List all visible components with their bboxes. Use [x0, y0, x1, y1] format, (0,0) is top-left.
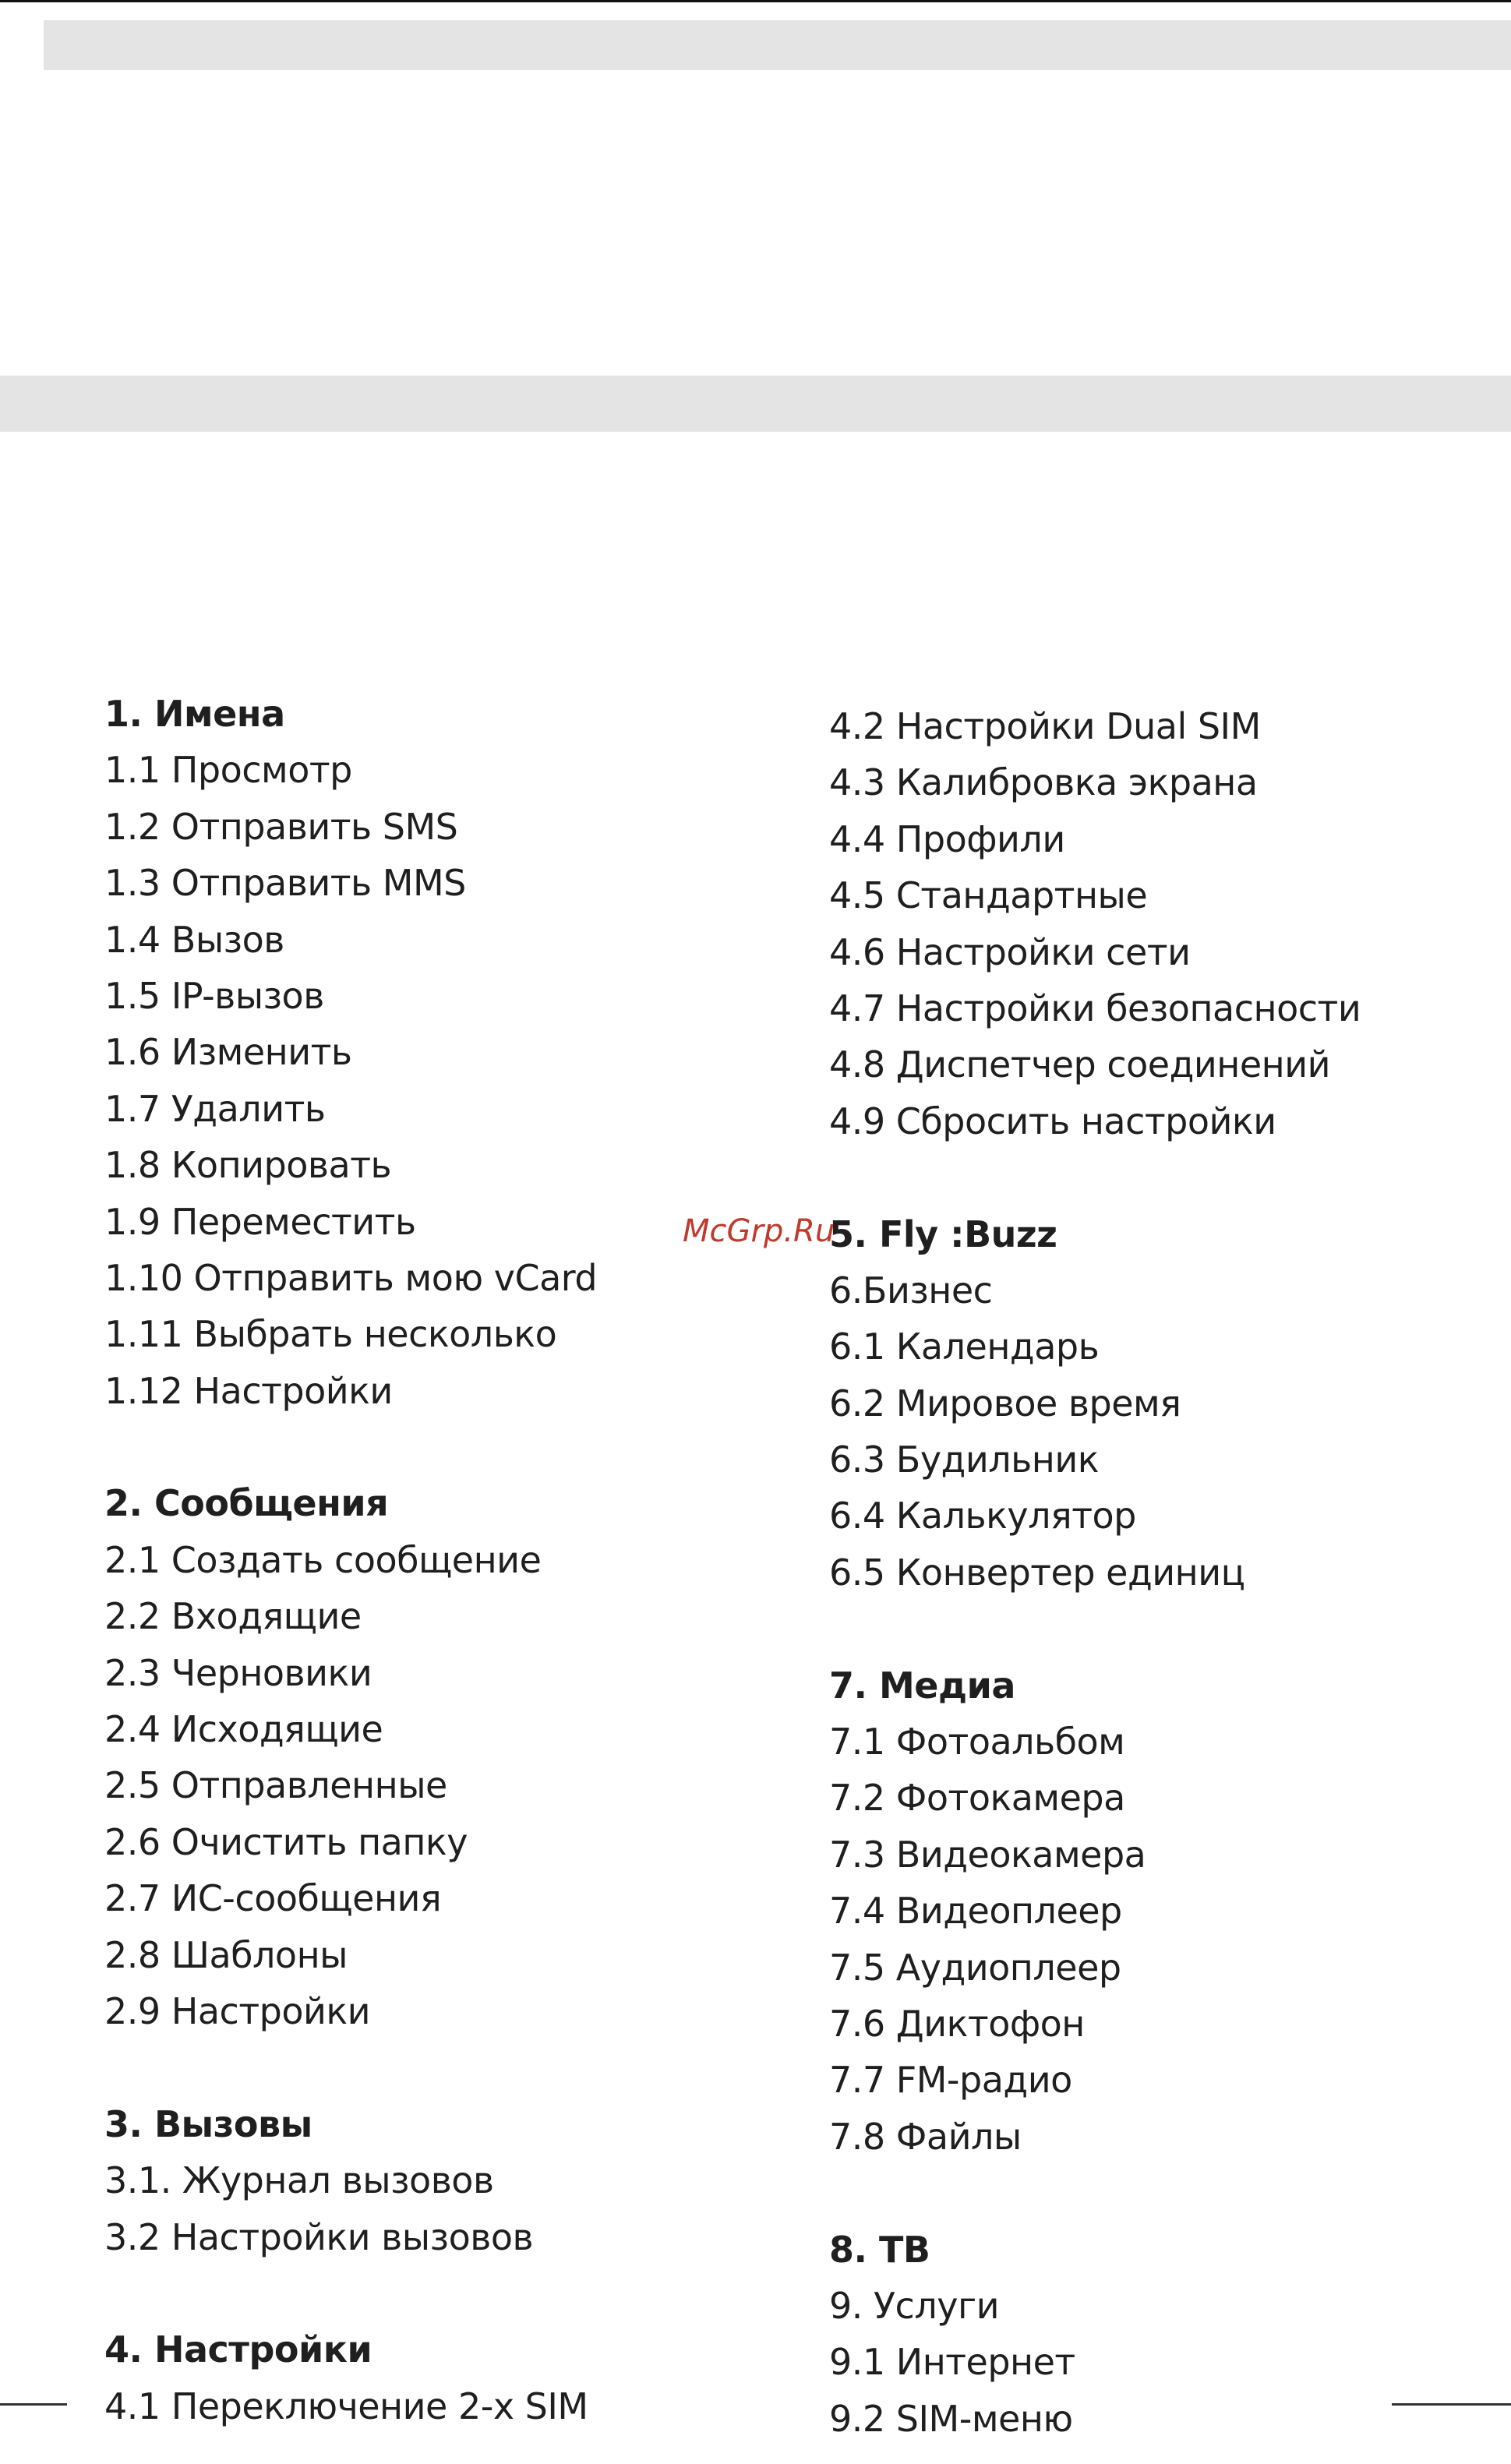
- menu-item: 2.9 Настройки: [104, 1989, 371, 2032]
- menu-item: 1.3 Отправить MMS: [104, 862, 466, 905]
- menu-section-heading: 7. Медиа: [829, 1664, 1015, 1707]
- menu-section-heading: 4. Настройки: [104, 2328, 372, 2371]
- menu-item: 1.12 Настройки: [104, 1369, 393, 1412]
- menu-item: 7.1 Фотоальбом: [829, 1721, 1125, 1763]
- menu-item: 7.3 Видеокамера: [829, 1833, 1146, 1876]
- menu-item: 1.7 Удалить: [104, 1087, 326, 1130]
- menu-item: 2.8 Шаблоны: [104, 1933, 348, 1976]
- menu-item: 2.4 Исходящие: [104, 1708, 383, 1751]
- menu-item: 6.2 Мировое время: [829, 1382, 1181, 1424]
- menu-item: 4.1 Переключение 2-х SIM: [104, 2385, 588, 2427]
- section-spacer: [829, 1149, 1499, 1206]
- menu-item: 9. Услуги: [829, 2284, 1000, 2327]
- footer-rule-right: [1392, 2403, 1511, 2406]
- menu-item: 1.5 IP-вызов: [104, 974, 324, 1017]
- menu-item: 2.7 ИС-сообщения: [104, 1877, 442, 1920]
- header-band-top: [44, 20, 1511, 70]
- menu-section-heading: 1. Имена: [104, 693, 285, 735]
- menu-item: 1.6 Изменить: [104, 1031, 352, 1074]
- menu-section-heading: 3. Вызовы: [104, 2102, 312, 2145]
- footer-rule-left: [0, 2403, 67, 2406]
- menu-item: 7.5 Аудиоплеер: [829, 1946, 1121, 1989]
- menu-item: 1.11 Выбрать несколько: [104, 1313, 557, 1356]
- section-spacer: [829, 1601, 1499, 1657]
- top-rule: [0, 0, 1511, 2]
- menu-item: 4.9 Сбросить настройки: [829, 1100, 1276, 1142]
- menu-item: 9.2 SIM-меню: [829, 2397, 1073, 2440]
- header-band-section: [0, 376, 1511, 432]
- menu-list-right-column: [829, 698, 1499, 2447]
- menu-item: 1.2 Отправить SMS: [104, 805, 458, 848]
- menu-section-heading: 8. ТВ: [829, 2228, 930, 2271]
- menu-item: 7.8 Файлы: [829, 2115, 1022, 2158]
- menu-item: 1.4 Вызов: [104, 918, 284, 961]
- section-spacer: [104, 2039, 775, 2095]
- menu-item: 3.2 Настройки вызовов: [104, 2215, 534, 2258]
- menu-section-heading: 2. Сообщения: [104, 1482, 389, 1525]
- menu-item: 1.10 Отправить мою vCard: [104, 1256, 598, 1299]
- menu-item: 4.2 Настройки Dual SIM: [829, 705, 1261, 747]
- menu-item: 3.1. Журнал вызовов: [104, 2159, 494, 2202]
- menu-item: 7.7 FM-радио: [829, 2059, 1072, 2102]
- section-spacer: [104, 2265, 775, 2321]
- menu-item: 7.4 Видеоплеер: [829, 1890, 1122, 1933]
- menu-item: 4.4 Профили: [829, 817, 1065, 860]
- menu-item: 6.5 Конвертер единиц: [829, 1551, 1245, 1594]
- menu-item: 6.1 Календарь: [829, 1326, 1100, 1368]
- section-spacer: [829, 2165, 1499, 2221]
- menu-item: 4.5 Стандартные: [829, 874, 1148, 917]
- menu-list-left-column: [104, 686, 775, 2434]
- menu-item: 9.1 Интернет: [829, 2341, 1075, 2384]
- menu-item: 1.1 Просмотр: [104, 749, 352, 792]
- menu-item: 2.6 Очистить папку: [104, 1820, 468, 1863]
- menu-item: 2.1 Создать сообщение: [104, 1538, 542, 1581]
- menu-item: 2.5 Отправленные: [104, 1764, 447, 1807]
- menu-item: 4.6 Настройки сети: [829, 930, 1191, 973]
- section-spacer: [104, 1419, 775, 1475]
- watermark-text: McGrp.Ru: [683, 1213, 835, 1249]
- menu-item: 7.6 Диктофон: [829, 2002, 1085, 2045]
- menu-item: 1.8 Копировать: [104, 1144, 392, 1187]
- menu-item: 4.8 Диспетчер соединений: [829, 1043, 1331, 1086]
- menu-item: 2.2 Входящие: [104, 1595, 362, 1638]
- menu-item: 6.Бизнес: [829, 1269, 993, 1311]
- menu-item: 4.7 Настройки безопасности: [829, 987, 1361, 1029]
- menu-section-heading: 5. Fly :Buzz: [829, 1213, 1057, 1255]
- menu-item: 4.3 Калибровка экрана: [829, 761, 1258, 804]
- menu-item: 6.4 Калькулятор: [829, 1495, 1136, 1537]
- menu-item: 1.9 Переместить: [104, 1200, 416, 1243]
- menu-item: 2.3 Черновики: [104, 1651, 372, 1694]
- menu-item: 7.2 Фотокамера: [829, 1777, 1125, 1820]
- menu-item: 6.3 Будильник: [829, 1439, 1100, 1481]
